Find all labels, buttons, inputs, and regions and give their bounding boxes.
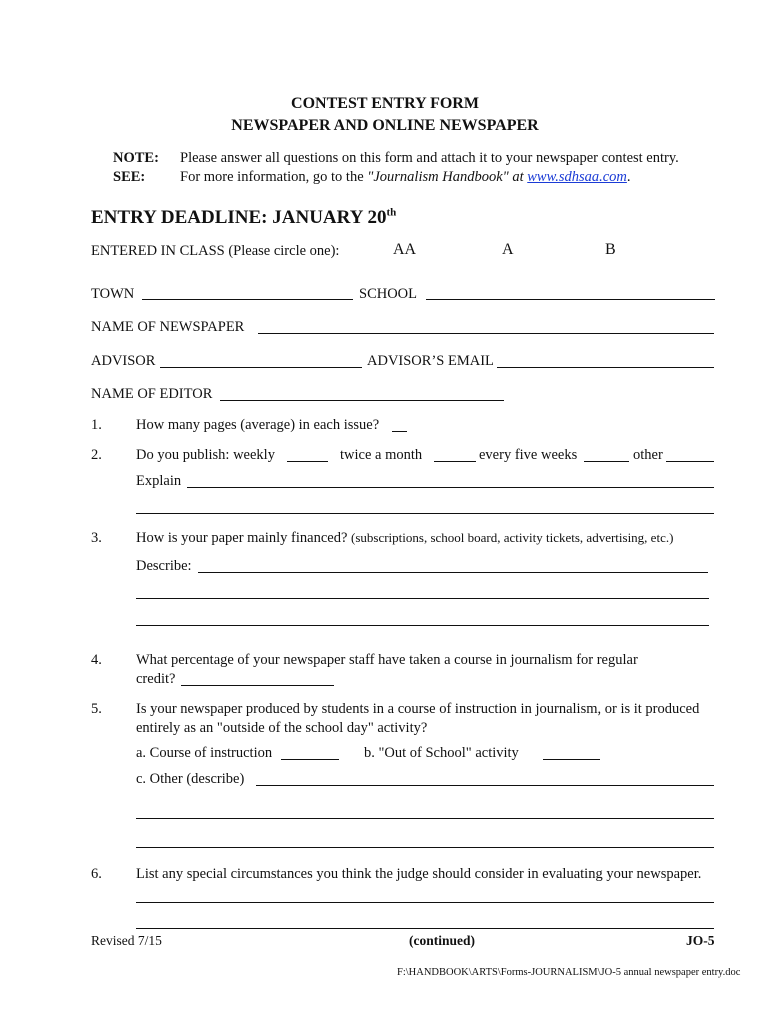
see-period: . bbox=[626, 169, 631, 185]
form-title: CONTEST ENTRY FORM bbox=[291, 95, 479, 112]
form-code: JO-5 bbox=[686, 933, 715, 948]
q2-text: Do you publish: weekly bbox=[136, 447, 275, 463]
q2-other-label: other bbox=[633, 447, 663, 463]
q6-number: 6. bbox=[91, 866, 102, 882]
q4-field[interactable] bbox=[181, 685, 334, 686]
q3-describe-line-2[interactable] bbox=[136, 598, 709, 599]
q4-number: 4. bbox=[91, 652, 102, 668]
q3-hint: (subscriptions, school board, activity tickets, advertising, etc.) bbox=[351, 530, 674, 545]
q2-explain-label: Explain bbox=[136, 473, 182, 489]
q5-option-c-field[interactable] bbox=[256, 785, 714, 786]
q6-text: List any special circumstances you think the judge should consider in evaluating your newspaper. bbox=[136, 866, 702, 882]
q5-text-line1: Is your newspaper produced by students in a course of instruction in journalism, or is it produced bbox=[136, 701, 700, 717]
editor-field[interactable] bbox=[220, 400, 504, 401]
town-field[interactable] bbox=[142, 299, 353, 300]
newspaper-field[interactable] bbox=[258, 333, 714, 334]
advisor-field[interactable] bbox=[160, 367, 362, 368]
class-option-aa[interactable]: AA bbox=[393, 241, 417, 258]
q5-option-a-field[interactable] bbox=[281, 759, 339, 760]
q3-describe-line-3[interactable] bbox=[136, 625, 709, 626]
entry-deadline bbox=[91, 207, 396, 229]
q2-other-field[interactable] bbox=[666, 461, 714, 462]
q5-option-c-label: c. Other (describe) bbox=[136, 771, 245, 787]
q2-explain-line-2[interactable] bbox=[136, 513, 714, 514]
q5-option-a-label: a. Course of instruction bbox=[136, 745, 273, 761]
q5-option-c-line-3[interactable] bbox=[136, 847, 714, 848]
deadline-text: ENTRY DEADLINE: JANUARY 20 bbox=[91, 207, 387, 228]
q3-number: 3. bbox=[91, 530, 102, 546]
q2-explain-field[interactable] bbox=[187, 487, 714, 488]
q4-text-line2: credit? bbox=[136, 671, 176, 687]
class-option-a[interactable]: A bbox=[502, 241, 514, 258]
see-label: SEE: bbox=[113, 169, 146, 185]
q2-twice-field[interactable] bbox=[434, 461, 476, 462]
see-text bbox=[180, 169, 631, 186]
advisor-email-label: ADVISOR’S EMAIL bbox=[367, 353, 494, 369]
file-path: F:\HANDBOOK\ARTS\Forms-JOURNALISM\JO-5 annual newspaper entry.doc bbox=[397, 967, 741, 978]
q1-text: How many pages (average) in each issue? bbox=[136, 417, 380, 433]
q5-option-b-field[interactable] bbox=[543, 759, 600, 760]
q2-weekly-field[interactable] bbox=[287, 461, 328, 462]
advisor-email-field[interactable] bbox=[497, 367, 714, 368]
q1-number: 1. bbox=[91, 417, 102, 433]
q1-field[interactable] bbox=[392, 431, 407, 432]
class-option-b[interactable]: B bbox=[605, 241, 616, 258]
form-subtitle: NEWSPAPER AND ONLINE NEWSPAPER bbox=[231, 117, 539, 134]
revised-date: Revised 7/15 bbox=[91, 933, 162, 948]
q6-line-1[interactable] bbox=[136, 902, 714, 903]
q3-text: How is your paper mainly financed? bbox=[136, 530, 348, 546]
see-prefix: For more information, go to the bbox=[180, 169, 364, 185]
q4-text-line1: What percentage of your newspaper staff have taken a course in journalism for regular bbox=[136, 652, 638, 668]
q3-question bbox=[136, 530, 673, 547]
q2-twice-label: twice a month bbox=[340, 447, 423, 463]
advisor-label: ADVISOR bbox=[91, 353, 156, 369]
continued-label: (continued) bbox=[409, 933, 476, 948]
q5-option-c-line-2[interactable] bbox=[136, 818, 714, 819]
editor-label: NAME OF EDITOR bbox=[91, 386, 213, 402]
deadline-suffix: th bbox=[386, 206, 397, 219]
q3-describe-label: Describe: bbox=[136, 558, 192, 574]
q2-number: 2. bbox=[91, 447, 102, 463]
class-label: ENTERED IN CLASS (Please circle one): bbox=[91, 243, 340, 259]
q6-line-2[interactable] bbox=[136, 928, 714, 929]
school-field[interactable] bbox=[426, 299, 715, 300]
q5-number: 5. bbox=[91, 701, 102, 717]
school-label: SCHOOL bbox=[359, 286, 418, 302]
sdhsaa-link[interactable]: www.sdhsaa.com bbox=[527, 169, 627, 185]
note-label: NOTE: bbox=[113, 150, 159, 166]
q2-five-label: every five weeks bbox=[479, 447, 578, 463]
note-text: Please answer all questions on this form and attach it to your newspaper contest entry. bbox=[180, 150, 679, 166]
q3-describe-field[interactable] bbox=[198, 572, 708, 573]
see-handbook: "Journalism Handbook" at bbox=[367, 169, 524, 185]
q2-five-field[interactable] bbox=[584, 461, 629, 462]
q5-option-b-label: b. "Out of School" activity bbox=[364, 745, 519, 761]
town-label: TOWN bbox=[91, 286, 135, 302]
newspaper-label: NAME OF NEWSPAPER bbox=[91, 319, 245, 335]
q5-text-line2: entirely as an "outside of the school day" activity? bbox=[136, 720, 428, 736]
